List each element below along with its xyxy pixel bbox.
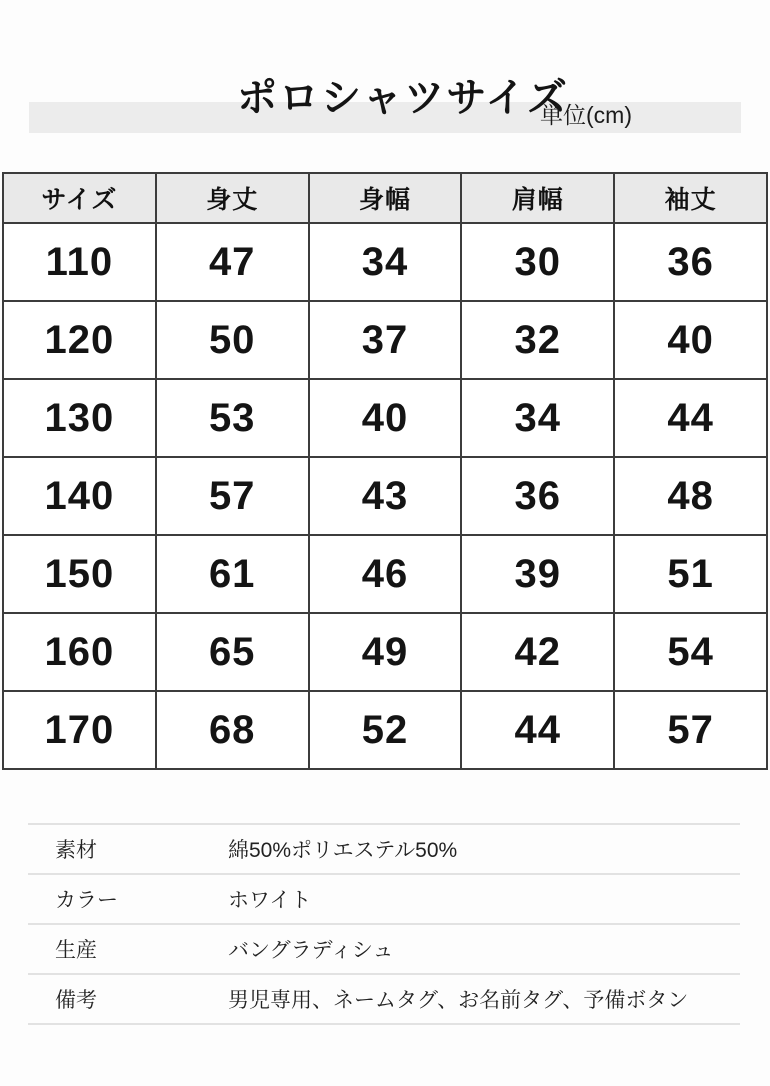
detail-value: ホワイト (228, 889, 312, 912)
detail-row (28, 973, 740, 1025)
detail-label: 備考 (55, 989, 97, 1012)
table-row (3, 613, 767, 691)
column-header: 袖丈 (614, 173, 767, 223)
measurement-cell: 30 (461, 223, 614, 301)
size-table-header-row (3, 173, 767, 223)
detail-value: 綿50%ポリエステル50% (228, 839, 458, 862)
measurement-cell: 51 (614, 535, 767, 613)
measurement-cell: 34 (461, 379, 614, 457)
size-cell: 150 (3, 535, 156, 613)
table-row (3, 301, 767, 379)
measurement-cell: 47 (156, 223, 309, 301)
size-cell: 140 (3, 457, 156, 535)
unit-label: 単位(cm) (540, 102, 632, 128)
measurement-cell: 40 (614, 301, 767, 379)
measurement-cell: 57 (156, 457, 309, 535)
size-chart-table (2, 172, 768, 770)
size-cell: 170 (3, 691, 156, 769)
detail-row (28, 873, 740, 923)
detail-label: 生産 (55, 939, 97, 962)
measurement-cell: 42 (461, 613, 614, 691)
measurement-cell: 54 (614, 613, 767, 691)
measurement-cell: 48 (614, 457, 767, 535)
detail-value: 男児専用、ネームタグ、お名前タグ、予備ボタン (228, 989, 689, 1012)
detail-label: カラー (55, 889, 118, 912)
column-header: 身幅 (309, 173, 462, 223)
measurement-cell: 39 (461, 535, 614, 613)
measurement-cell: 68 (156, 691, 309, 769)
measurement-cell: 36 (614, 223, 767, 301)
column-header: 身丈 (156, 173, 309, 223)
product-details (28, 823, 740, 1025)
table-row (3, 379, 767, 457)
measurement-cell: 37 (309, 301, 462, 379)
measurement-cell: 32 (461, 301, 614, 379)
column-header: 肩幅 (461, 173, 614, 223)
measurement-cell: 36 (461, 457, 614, 535)
measurement-cell: 65 (156, 613, 309, 691)
measurement-cell: 44 (461, 691, 614, 769)
size-cell: 130 (3, 379, 156, 457)
table-row (3, 223, 767, 301)
size-table-body (3, 223, 767, 769)
column-header: サイズ (3, 173, 156, 223)
measurement-cell: 50 (156, 301, 309, 379)
measurement-cell: 43 (309, 457, 462, 535)
table-row (3, 457, 767, 535)
detail-row (28, 823, 740, 873)
page-title: ポロシャツサイズ (237, 76, 569, 120)
detail-value: バングラディシュ (228, 939, 394, 962)
measurement-cell: 49 (309, 613, 462, 691)
measurement-cell: 46 (309, 535, 462, 613)
size-cell: 110 (3, 223, 156, 301)
page-header (0, 0, 770, 172)
measurement-cell: 34 (309, 223, 462, 301)
measurement-cell: 57 (614, 691, 767, 769)
measurement-cell: 61 (156, 535, 309, 613)
measurement-cell: 40 (309, 379, 462, 457)
table-row (3, 691, 767, 769)
measurement-cell: 44 (614, 379, 767, 457)
measurement-cell: 53 (156, 379, 309, 457)
table-row (3, 535, 767, 613)
size-cell: 120 (3, 301, 156, 379)
size-cell: 160 (3, 613, 156, 691)
detail-row (28, 923, 740, 973)
detail-label: 素材 (55, 839, 97, 862)
measurement-cell: 52 (309, 691, 462, 769)
size-table-head (3, 173, 767, 223)
